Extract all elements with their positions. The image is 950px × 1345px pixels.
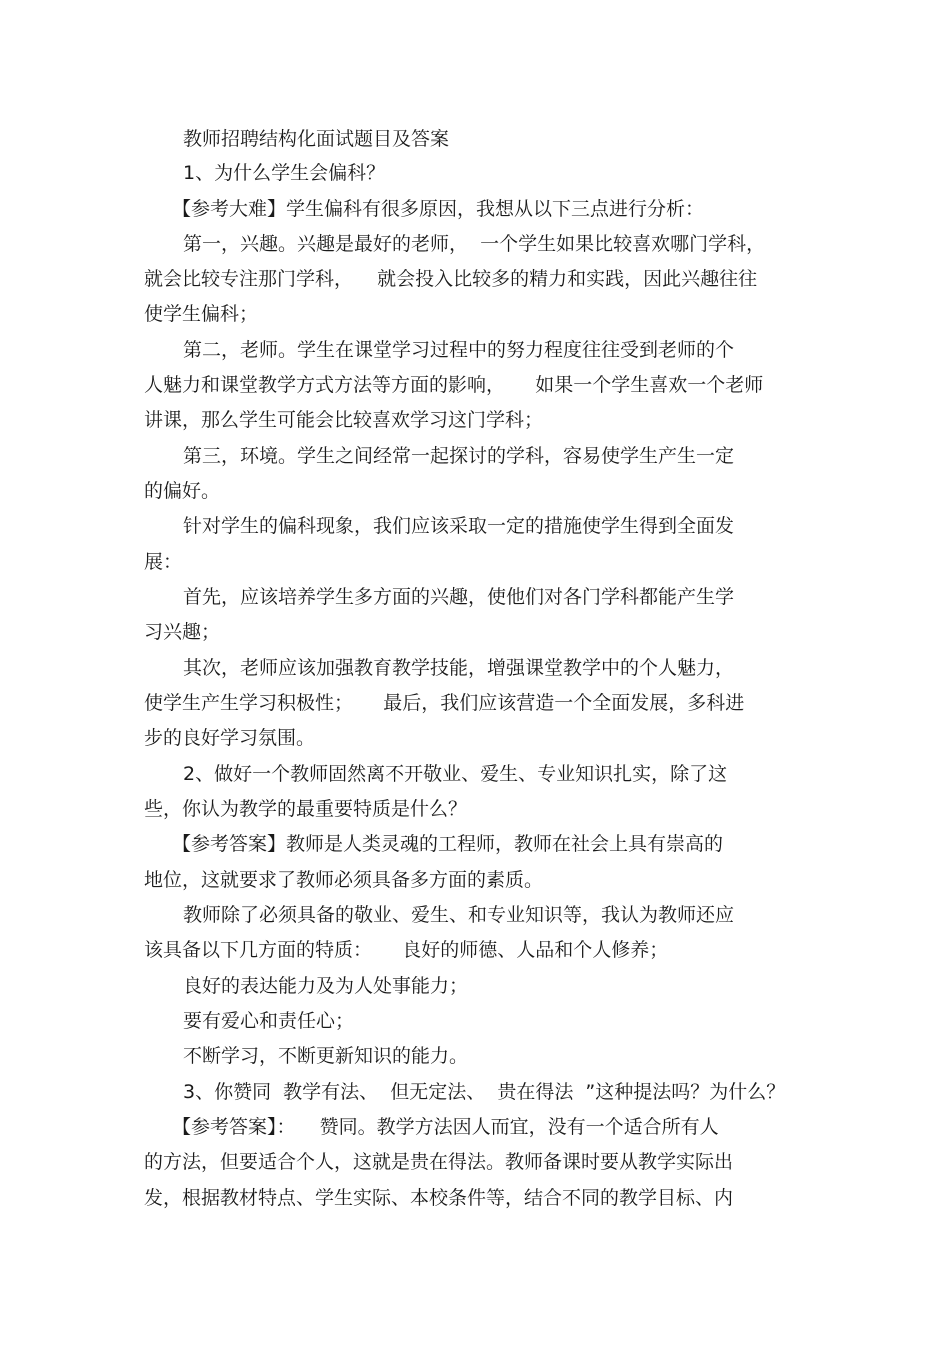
paragraph-line: 步的良好学习氛围。 (144, 727, 316, 749)
paragraph-line: 教师除了必须具备的敬业、爱生、和专业知识等，我认为教师还应 (183, 904, 735, 926)
paragraph-line: 良好的表达能力及为人处事能力； (183, 975, 469, 997)
paragraph-line: 展： (144, 551, 183, 573)
paragraph-line: 其次，老师应该加强教育教学技能，增强课堂教学中的个人魅力， (183, 657, 735, 679)
paragraph-line: 第一，兴趣。兴趣是最好的老师， 一个学生如果比较喜欢哪门学科， (183, 233, 766, 255)
paragraph-line: 的方法，但要适合个人，这就是贵在得法。教师备课时要从教学实际出 (144, 1151, 734, 1173)
paragraph-line: 要有爱心和责任心； (183, 1010, 355, 1032)
document-title: 教师招聘结构化面试题目及答案 (183, 128, 450, 150)
question-3: 3、你赞同 教学有法、 但无定法、 贵在得法 ”这种提法吗？为什么？ (183, 1081, 786, 1103)
paragraph-line: 【参考答案】： 赞同。教学方法因人而宜，没有一个适合所有人 (172, 1116, 719, 1138)
paragraph-line: 使学生偏科； (144, 303, 259, 325)
paragraph-line: 就会比较专注那门学科， 就会投入比较多的精力和实践，因此兴趣往往 (144, 268, 758, 290)
paragraph-line: 【参考答案】教师是人类灵魂的工程师，教师在社会上具有崇高的 (172, 833, 724, 855)
paragraph-line: 该具备以下几方面的特质： 良好的师德、人品和个人修养； (144, 939, 669, 961)
paragraph-line: 第三，环境。学生之间经常一起探讨的学科，容易使学生产生一定 (183, 445, 735, 467)
paragraph-line: 人魅力和课堂教学方式方法等方面的影响， 如果一个学生喜欢一个老师 (144, 374, 764, 396)
paragraph-line: 首先，应该培养学生多方面的兴趣，使他们对各门学科都能产生学 (183, 586, 735, 608)
question-1: 1、为什么学生会偏科？ (183, 162, 386, 184)
question-2: 2、做好一个教师固然离不开敬业、爱生、专业知识扎实，除了这 (183, 763, 728, 785)
paragraph-line: 【参考大难】学生偏科有很多原因，我想从以下三点进行分析： (172, 198, 705, 220)
paragraph-line: 地位，这就要求了教师必须具备多方面的素质。 (144, 869, 544, 891)
paragraph-line: 习兴趣； (144, 621, 221, 643)
paragraph-line: 些，你认为教学的最重要特质是什么？ (144, 798, 468, 820)
paragraph-line: 第二，老师。学生在课堂学习过程中的努力程度往往受到老师的个 (183, 339, 735, 361)
paragraph-line: 讲课，那么学生可能会比较喜欢学习这门学科； (144, 409, 544, 431)
paragraph-line: 针对学生的偏科现象，我们应该采取一定的措施使学生得到全面发 (183, 515, 735, 537)
paragraph-line: 不断学习，不断更新知识的能力。 (183, 1045, 469, 1067)
paragraph-line: 的偏好。 (144, 480, 221, 502)
paragraph-line: 发，根据教材特点、学生实际、本校条件等，结合不同的教学目标、内 (144, 1187, 734, 1209)
paragraph-line: 使学生产生学习积极性； 最后，我们应该营造一个全面发展，多科进 (144, 692, 745, 714)
